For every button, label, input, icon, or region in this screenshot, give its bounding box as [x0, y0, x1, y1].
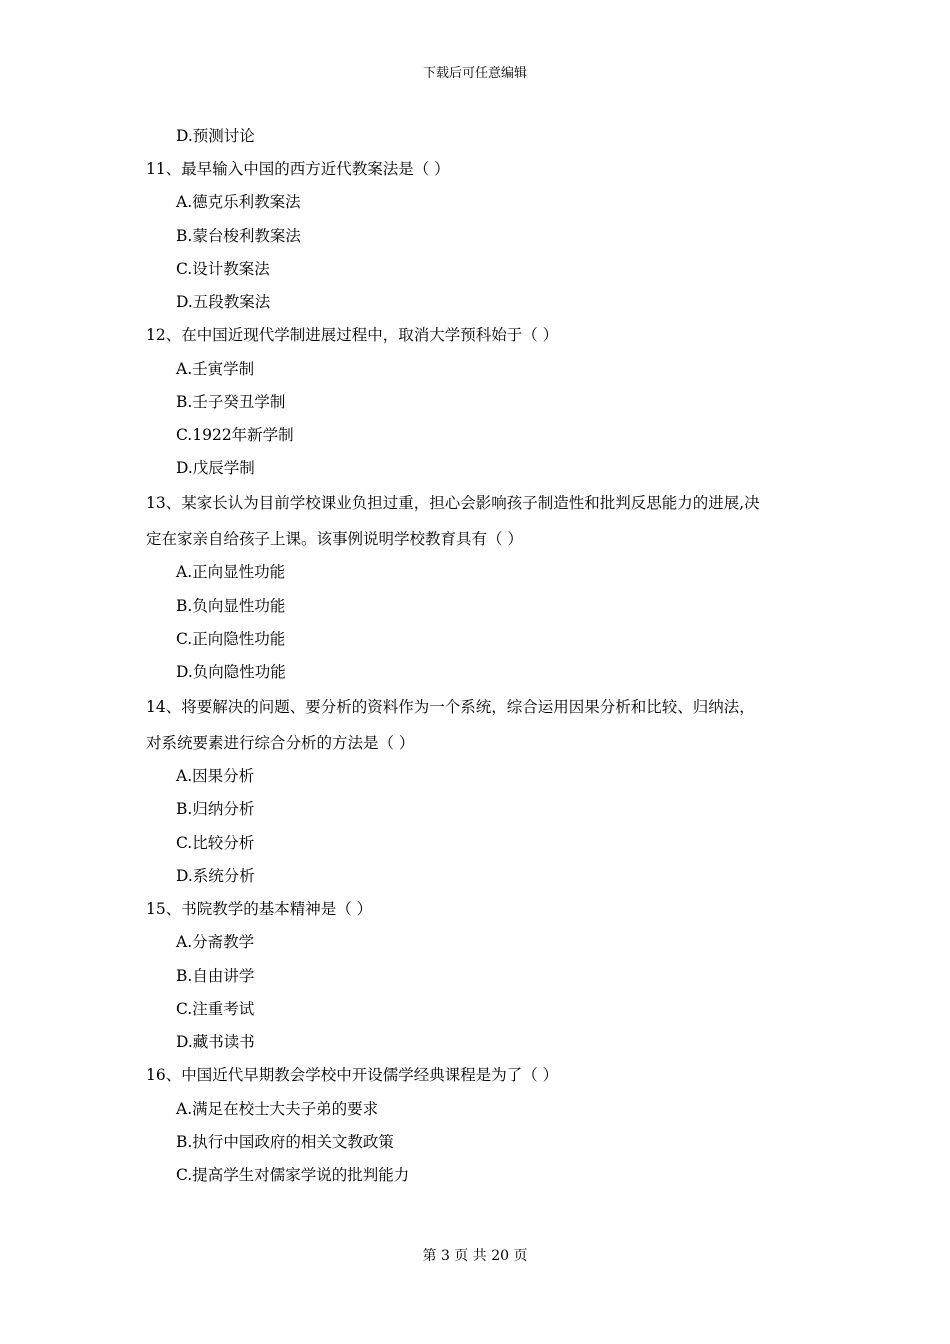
option-line: D.负向隐性功能 [176, 663, 286, 681]
option-line: C.正向隐性功能 [176, 630, 286, 648]
option-line: C.1922年新学制 [176, 426, 294, 444]
option-line: A.正向显性功能 [176, 563, 286, 581]
option-line: B.壬子癸丑学制 [176, 393, 286, 411]
option-line: D.藏书读书 [176, 1033, 255, 1051]
option-line: C.设计教案法 [176, 260, 270, 278]
option-line: C.提高学生对儒家学说的批判能力 [176, 1166, 410, 1184]
option-line: B.负向显性功能 [176, 597, 286, 615]
question-continuation-line: 对系统要素进行综合分析的方法是（ ） [146, 734, 415, 752]
option-line: D.系统分析 [176, 867, 255, 885]
option-line: B.归纳分析 [176, 800, 255, 818]
question-line: 11、最早输入中国的西方近代教案法是（ ） [146, 160, 450, 178]
question-line: 12、在中国近现代学制进展过程中，取消大学预科始于（ ） [146, 326, 559, 344]
option-line: D.预测讨论 [176, 127, 255, 145]
option-line: B.蒙台梭利教案法 [176, 227, 301, 245]
option-line: B.执行中国政府的相关文教政策 [176, 1133, 394, 1151]
option-line: B.自由讲学 [176, 967, 255, 985]
option-line: A.壬寅学制 [176, 360, 255, 378]
page-header: 下载后可任意编辑 [422, 66, 527, 81]
question-line: 14、将要解决的问题、要分析的资料作为一个系统，综合运用因果分析和比较、归纳法， [146, 698, 755, 716]
option-line: D.五段教案法 [176, 293, 271, 311]
option-line: C.比较分析 [176, 834, 255, 852]
option-line: A.分斋教学 [176, 933, 255, 951]
question-line: 16、中国近代早期教会学校中开设儒学经典课程是为了（ ） [146, 1066, 559, 1084]
option-line: A.德克乐利教案法 [176, 193, 301, 211]
option-line: C.注重考试 [176, 1000, 255, 1018]
question-continuation-line: 定在家亲自给孩子上课。该事例说明学校教育具有（ ） [146, 530, 523, 548]
option-line: A.因果分析 [176, 767, 255, 785]
option-line: A.满足在校士大夫子弟的要求 [176, 1100, 379, 1118]
page-footer: 第 3 页 共 20 页 [422, 1248, 528, 1264]
question-line: 13、某家长认为目前学校课业负担过重，担心会影响孩子制造性和批判反思能力的进展,决 [146, 494, 760, 512]
option-line: D.戊辰学制 [176, 459, 255, 477]
question-line: 15、书院教学的基本精神是（ ） [146, 900, 373, 918]
